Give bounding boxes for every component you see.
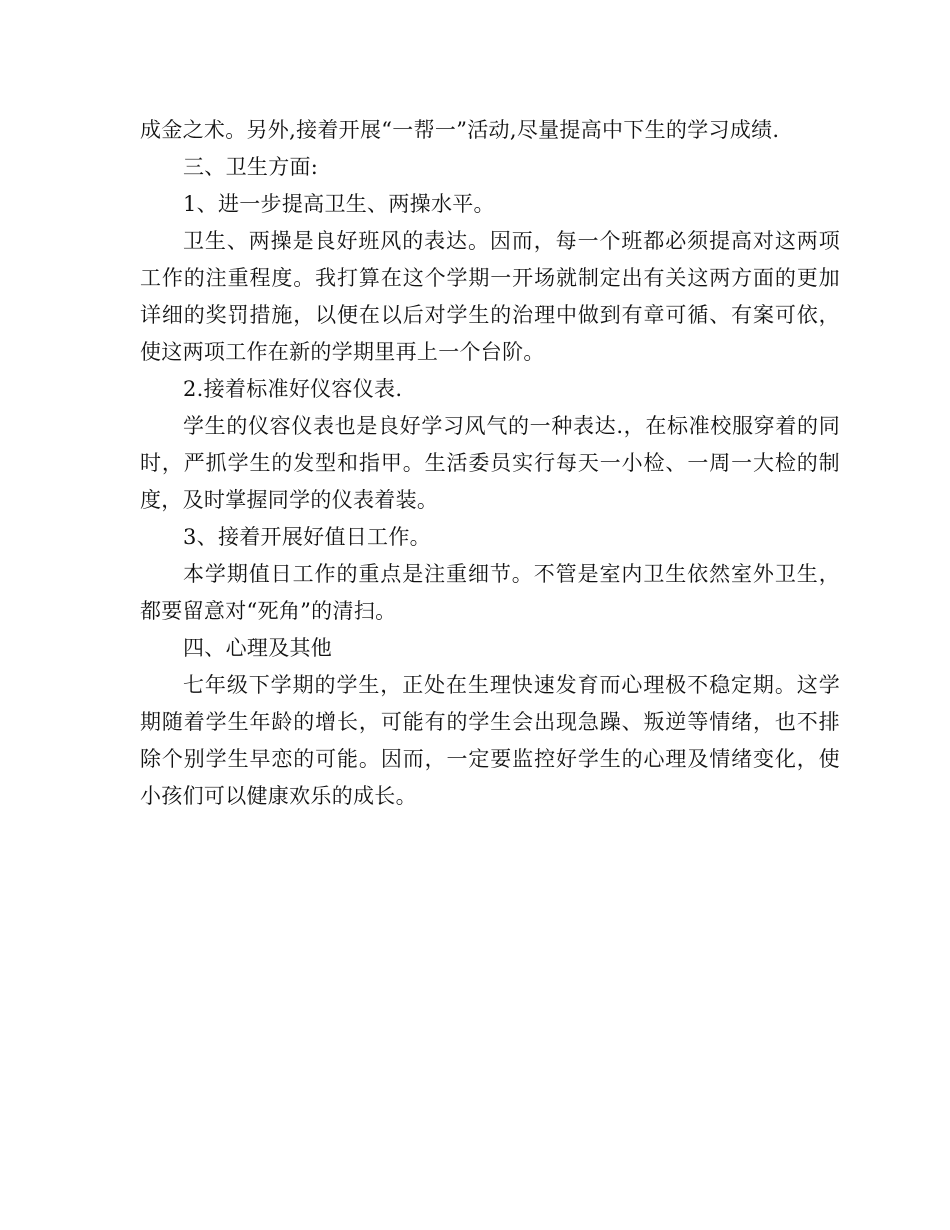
subheading-duty-work: 3、接着开展好值日工作。 [183,525,431,549]
paragraph-appearance: 学生的仪容仪表也是良好学习风气的一种表达.，在标准校服穿着的同时，严抓学生的发型和指甲。生活委员实行每天一小检、一周一大检的制度，及时掌握同学的仪表着装。 [140,414,840,512]
paragraph-duty-work: 本学期值日工作的重点是注重细节。不管是室内卫生依然室外卫生，都要留意对“死角”的清扫。 [140,562,840,623]
section-heading-psychology: 四、心理及其他 [183,636,333,660]
paragraph-hygiene-exercises: 卫生、两操是良好班风的表达。因而，每一个班都必须提高对这两项工作的注重程度。我打算在这个学期一开场就制定出有关这两方面的更加详细的奖罚措施，以便在以后对学生的治理中做到有章可循、有案可依，使这两项工作在新的学期里再上一个台阶。 [140,229,840,364]
section-heading-hygiene: 三、卫生方面: [183,155,319,179]
subheading-hygiene-exercises: 1、进一步提高卫生、两操水平。 [183,192,495,216]
subheading-appearance: 2.接着标准好仪容仪表. [183,377,403,401]
paragraph-psychology: 七年级下学期的学生，正处在生理快速发育而心理极不稳定期。这学期随着学生年龄的增长，可能有的学生会出现急躁、叛逆等情绪，也不排除个别学生早恋的可能。因而，一定要监控好学生的心理及情绪变化，使小孩们可以健康欢乐的成长。 [140,673,840,808]
paragraph-continuation: 成金之术。另外,接着开展“一帮一”活动,尽量提高中下生的学习成绩. [140,118,780,142]
document-body [140,112,840,815]
